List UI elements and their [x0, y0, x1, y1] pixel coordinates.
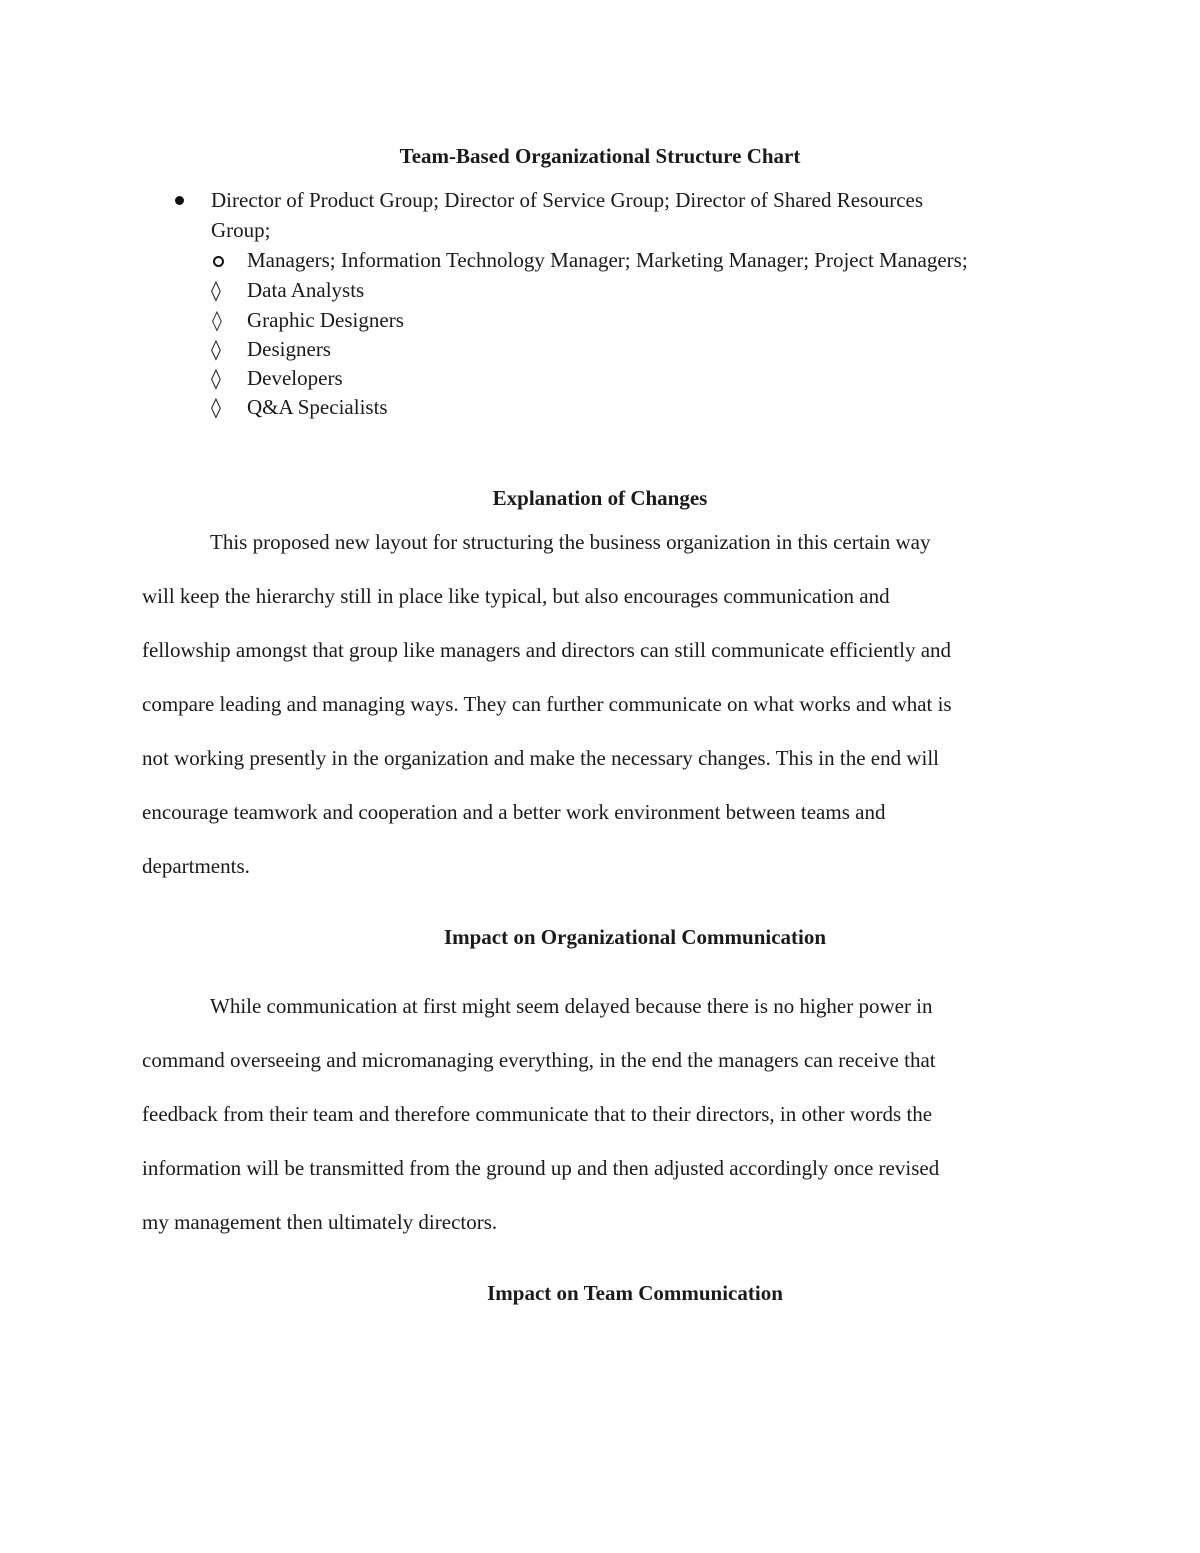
- list-item-text: Q&A Specialists: [247, 395, 388, 419]
- paragraph-line: command overseeing and micromanaging everything, in the end the managers can receive that: [142, 1048, 936, 1072]
- list-item-text: Group;: [211, 218, 271, 242]
- diamond-bullet-icon: ◊: [211, 395, 221, 419]
- paragraph-line: information will be transmitted from the ground up and then adjusted accordingly once revised: [142, 1156, 940, 1180]
- paragraph-line: will keep the hierarchy still in place like typical, but also encourages communication and: [142, 584, 890, 608]
- section-heading-impact-team: Impact on Team Communication: [487, 1281, 783, 1305]
- list-item-text: Developers: [247, 366, 343, 390]
- section-heading-explanation: Explanation of Changes: [492, 486, 708, 510]
- list-item-text: Designers: [247, 337, 331, 361]
- section-heading-impact-org: Impact on Organizational Communication: [443, 925, 827, 949]
- list-item-text: Data Analysts: [247, 278, 365, 302]
- paragraph-line: This proposed new layout for structuring the business organization in this certain way: [210, 530, 931, 554]
- paragraph-line: encourage teamwork and cooperation and a better work environment between teams and: [142, 800, 886, 824]
- section-heading-org-chart: Team-Based Organizational Structure Chart: [399, 144, 801, 168]
- diamond-bullet-icon: ◊: [211, 278, 221, 302]
- explanation-paragraph: [142, 515, 1072, 893]
- filled-circle-bullet-icon: [175, 196, 184, 205]
- paragraph-line: feedback from their team and therefore communicate that to their directors, in other words the: [142, 1102, 933, 1126]
- paragraph-line: While communication at first might seem delayed because there is no higher power in: [210, 994, 933, 1018]
- paragraph-line: not working presently in the organization and make the necessary changes. This in the end will: [142, 746, 940, 770]
- list-item-text: Director of Product Group; Director of Service Group; Director of Shared Resources: [211, 188, 924, 212]
- paragraph-line: my management then ultimately directors.: [142, 1210, 498, 1234]
- diamond-bullet-icon: ◊: [212, 308, 222, 332]
- diamond-bullet-icon: ◊: [211, 366, 221, 390]
- paragraph-line: compare leading and managing ways. They can further communicate on what works and what is: [142, 692, 952, 716]
- diamond-bullet-icon: ◊: [211, 337, 221, 361]
- impact-org-paragraph: [142, 979, 1072, 1249]
- paragraph-line: fellowship amongst that group like managers and directors can still communicate efficiently and: [142, 638, 952, 662]
- paragraph-line: departments.: [142, 854, 250, 878]
- hollow-circle-bullet-icon: [213, 256, 224, 267]
- list-item-text: Managers; Information Technology Manager; Marketing Manager; Project Managers;: [247, 248, 968, 272]
- list-item-text: Graphic Designers: [247, 308, 404, 332]
